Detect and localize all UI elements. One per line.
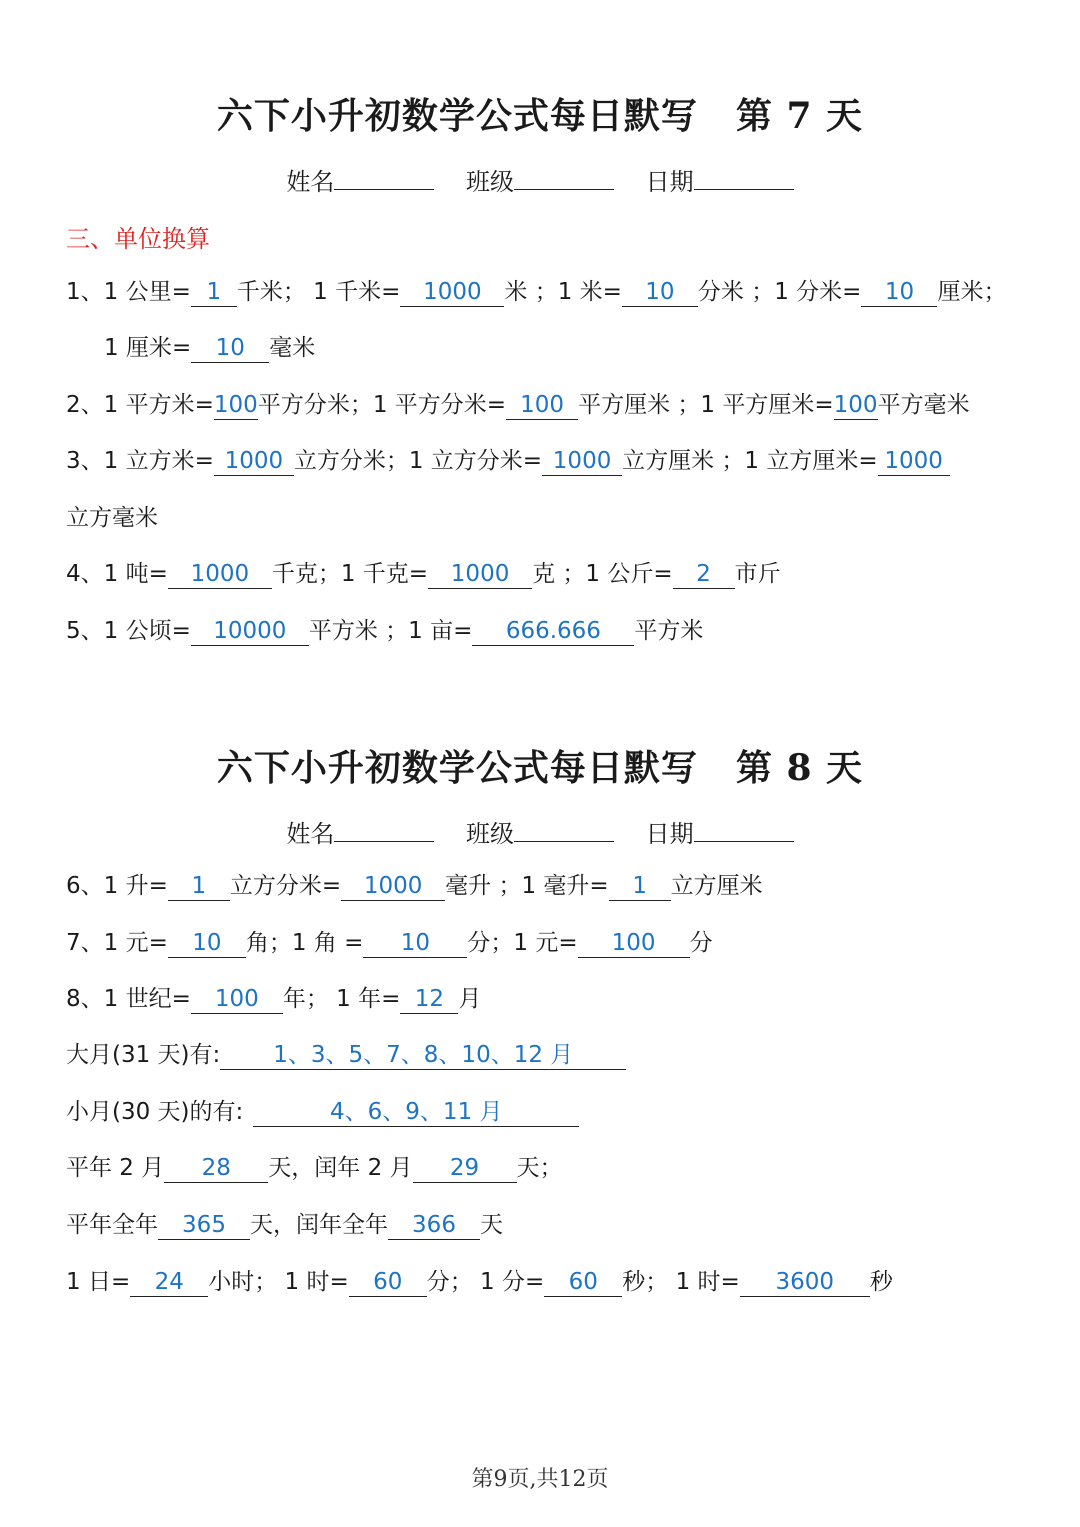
q-text: 分米 ；1 分米= [697, 279, 862, 305]
year-days-line [66, 1210, 503, 1240]
name-blank [334, 167, 434, 190]
q-text: 8、1 世纪= [66, 986, 191, 1012]
question-1 [66, 277, 1006, 307]
class-label: 班级 [466, 168, 514, 196]
date-field [646, 814, 794, 849]
answer-blank: 2 [673, 560, 735, 589]
q-text: 平方米 [634, 618, 704, 644]
title-text: 六下小升初数学公式每日默写 [216, 747, 698, 789]
answer-blank: 10 [168, 929, 246, 958]
answer-blank: 1、3、5、7、8、10、12 月 [220, 1041, 626, 1070]
answer-blank: 10 [363, 929, 467, 958]
answer-blank: 100 [191, 985, 283, 1014]
q-text: 平方厘米 ；1 平方厘米= [578, 392, 834, 418]
answer-blank: 3600 [740, 1268, 870, 1297]
class-field [466, 162, 614, 197]
answer-blank: 365 [158, 1211, 250, 1240]
answer-blank: 24 [130, 1268, 208, 1297]
answer-blank: 366 [388, 1211, 480, 1240]
small-months-line [66, 1097, 579, 1127]
q-text: 分；1 元= [467, 930, 578, 956]
date-blank [694, 819, 794, 842]
answer-blank: 1000 [168, 560, 272, 589]
q-text: 年； 1 年= [282, 986, 401, 1012]
q-text: 市斤 [734, 561, 781, 587]
q-text: 立方厘米 ；1 立方厘米= [622, 448, 878, 474]
q-text: 小时； 1 时= [208, 1269, 349, 1295]
q-text: 月 [458, 986, 482, 1012]
answer-blank: 100 [578, 929, 690, 958]
q-text: 小月(30 天)的有: [66, 1099, 244, 1125]
question-1-cont [104, 333, 315, 363]
time-units-line [66, 1267, 893, 1297]
day-label: 第 7 天 [735, 95, 864, 137]
answer-blank: 10 [191, 334, 269, 363]
q-text: 1 厘米= [104, 335, 192, 361]
answer-blank: 100 [506, 391, 578, 420]
page-title-day8 [0, 740, 1080, 791]
answer-blank: 29 [413, 1154, 517, 1183]
question-8 [66, 984, 481, 1014]
q-text: 千克；1 千克= [271, 561, 429, 587]
question-4 [66, 559, 781, 589]
q-text: 3、1 立方米= [66, 448, 214, 474]
q-text: 立方分米= [229, 873, 342, 899]
q-text: 5、1 公顷= [66, 618, 191, 644]
q-text: 平年全年 [66, 1212, 158, 1238]
answer-blank: 10 [861, 278, 937, 307]
q-text: 2、1 平方米= [66, 392, 214, 418]
q-text: 秒 [869, 1269, 893, 1295]
answer-blank: 10 [622, 278, 698, 307]
q-text: 平方分米；1 平方分米= [257, 392, 507, 418]
answer-blank: 10000 [191, 617, 309, 646]
q-text: 分 [689, 930, 713, 956]
answer-blank: 1000 [878, 447, 950, 476]
answer-blank: 4、6、9、11 月 [253, 1098, 579, 1127]
q-text: 毫米 [269, 335, 316, 361]
answer-blank: 1000 [400, 278, 504, 307]
date-label: 日期 [645, 168, 694, 196]
q-text: 4、1 吨= [66, 561, 168, 587]
q-text: 角；1 角 = [245, 930, 364, 956]
q-text: 米 ；1 米= [504, 279, 622, 305]
q-text: 1 日= [66, 1269, 131, 1295]
question-3 [66, 446, 950, 476]
name-blank [334, 819, 434, 842]
date-label: 日期 [645, 820, 694, 848]
student-info-row [0, 814, 1080, 849]
q-text: 大月(31 天)有: [66, 1042, 221, 1068]
answer-blank: 100 [213, 392, 258, 418]
answer-blank: 1 [191, 278, 237, 307]
date-blank [694, 167, 794, 190]
section-title: 三、单位换算 [66, 225, 210, 253]
class-blank [514, 167, 614, 190]
q-text: 天，闰年 2 月 [268, 1155, 413, 1181]
answer-blank: 1000 [542, 447, 622, 476]
q-text: 平方毫米 [877, 392, 970, 418]
question-5 [66, 616, 703, 646]
answer-blank: 666.666 [472, 617, 634, 646]
answer-blank: 100 [833, 392, 878, 418]
class-field [466, 814, 614, 849]
q-text: 厘米； [937, 279, 1007, 305]
q-text: 立方分米；1 立方分米= [293, 448, 543, 474]
q-text: 6、1 升= [66, 873, 168, 899]
q-text: 立方厘米 [670, 873, 763, 899]
q-text: 秒； 1 时= [622, 1269, 740, 1295]
question-7 [66, 928, 713, 958]
answer-blank: 1000 [341, 872, 445, 901]
answer-blank: 1 [609, 872, 671, 901]
name-label: 姓名 [286, 820, 335, 848]
answer-blank: 60 [544, 1268, 622, 1297]
q-text: 立方毫米 [66, 505, 158, 531]
question-6 [66, 871, 763, 901]
february-days-line [66, 1153, 563, 1183]
question-2 [66, 390, 970, 420]
answer-blank: 12 [400, 985, 458, 1014]
q-text: 分； 1 分= [426, 1269, 545, 1295]
name-field [286, 162, 434, 197]
q-text: 千米； 1 千米= [236, 279, 401, 305]
date-field [646, 162, 794, 197]
q-text: 毫升 ；1 毫升= [445, 873, 609, 899]
class-label: 班级 [466, 820, 514, 848]
name-label: 姓名 [286, 168, 335, 196]
page-footer: 第9页,共12页 [471, 1467, 609, 1492]
answer-blank: 1000 [428, 560, 532, 589]
student-info-row [0, 162, 1080, 197]
answer-blank: 1000 [214, 447, 294, 476]
q-text: 7、1 元= [66, 930, 168, 956]
q-text: 天 [480, 1212, 503, 1238]
day-label: 第 8 天 [735, 747, 864, 789]
q-text: 天，闰年全年 [250, 1212, 388, 1238]
answer-blank: 1 [168, 872, 230, 901]
big-months-line [66, 1040, 626, 1070]
question-3-cont [66, 503, 158, 533]
class-blank [514, 819, 614, 842]
page-title-day7 [0, 88, 1080, 139]
answer-blank: 60 [349, 1268, 427, 1297]
q-text: 1、1 公里= [66, 279, 191, 305]
q-text: 克 ；1 公斤= [532, 561, 673, 587]
q-text: 平年 2 月 [66, 1155, 165, 1181]
name-field [286, 814, 434, 849]
q-text: 平方米 ；1 亩= [308, 618, 473, 644]
answer-blank: 28 [164, 1154, 268, 1183]
q-text: 天； [516, 1155, 563, 1181]
title-text: 六下小升初数学公式每日默写 [216, 95, 698, 137]
